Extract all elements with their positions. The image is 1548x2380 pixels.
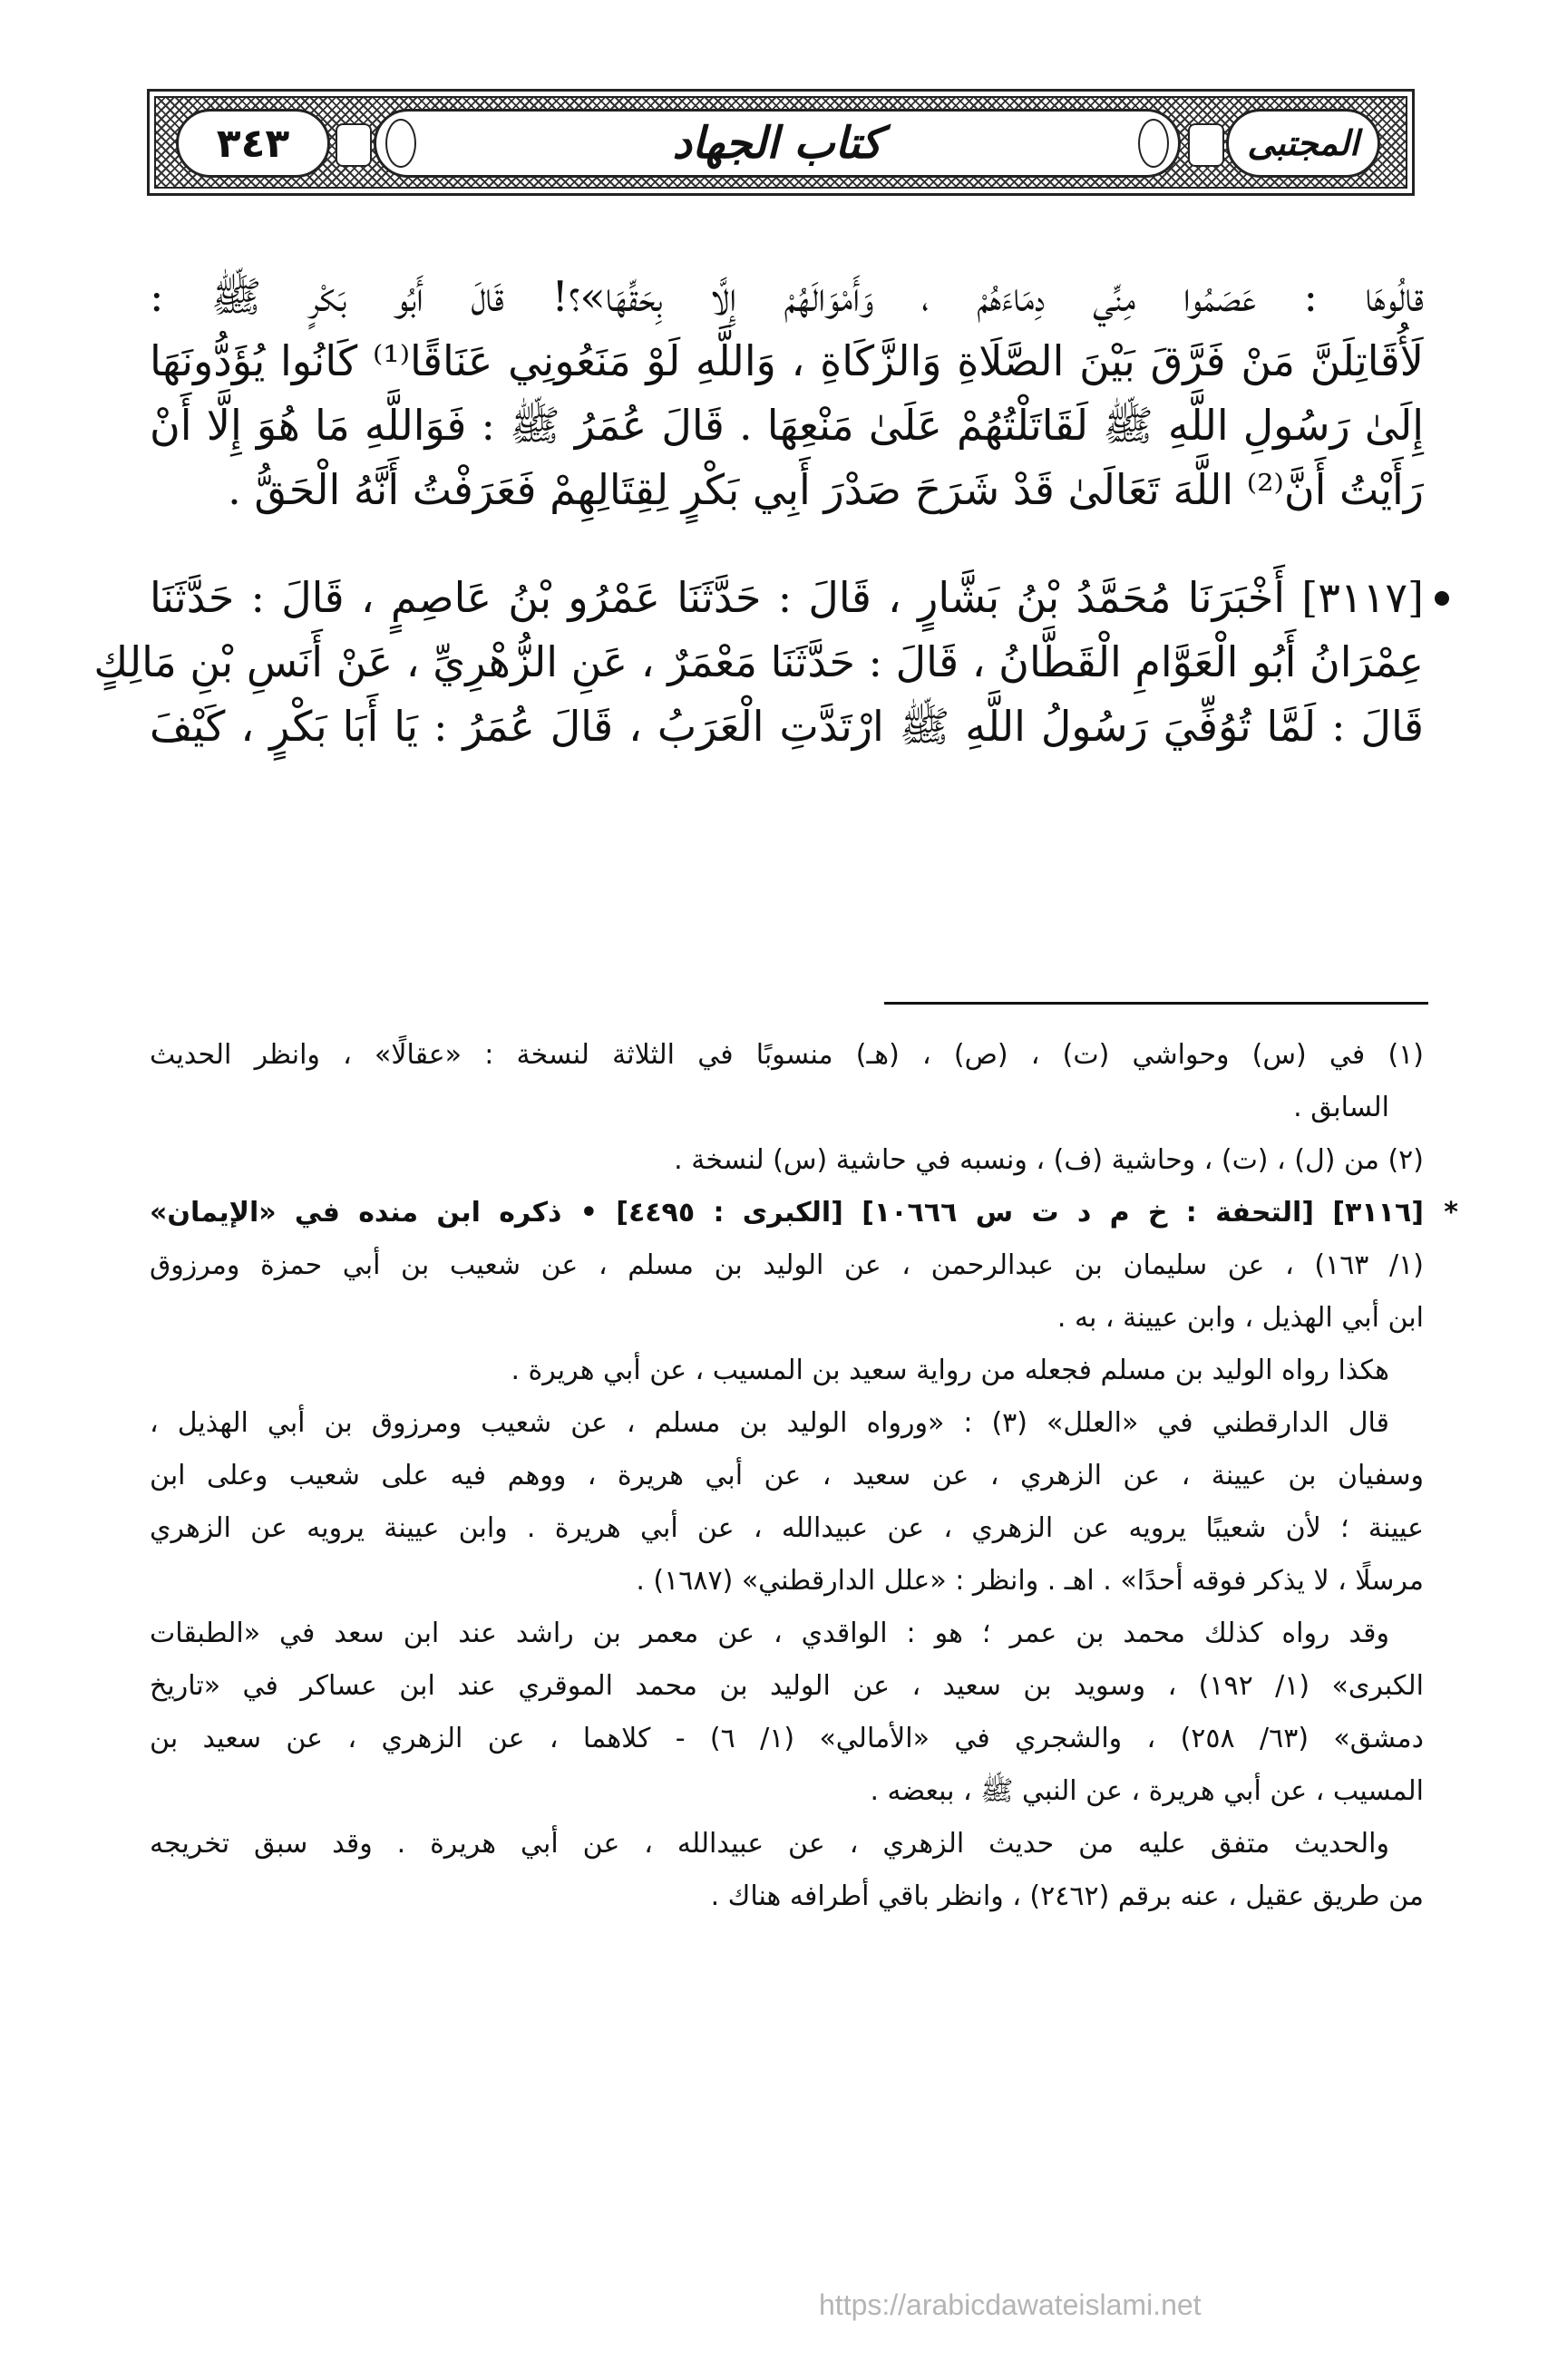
takhrij-3116 [150,1187,1458,1239]
ornament-knot-icon [336,123,372,167]
text-line: قَالَ : لَمَّا تُوُفِّيَ رَسُولُ اللَّهِ ﷺ ارْتَدَّتِ الْعَرَبُ ، قَالَ عُمَرُ : يَا أَبَا بَكْرٍ ، كَيْفَ [150,702,1424,751]
footnote-1-cont: السابق . [1293,1092,1389,1123]
text-line: رَأَيْتُ أَنَّ⁽²⁾ اللَّهَ تَعَالَىٰ قَدْ شَرَحَ صَدْرَ أَبِي بَكْرٍ لِقِتَالِهِمْ فَعَرَفْتُ أَنَّهُ الْحَقُّ . [228,465,1424,514]
page-number-cartouche [176,109,330,178]
main-text [93,265,1425,759]
page-number: ٣٤٣ [216,120,290,167]
text-line: عِمْرَانُ أَبُو الْعَوَّامِ الْقَطَّانُ ، قَالَ : حَدَّثَنَا مَعْمَرٌ ، عَنِ الزُّهْرِيِّ ، عَنْ أَنَسِ بْنِ مَالِكٍ [93,637,1424,686]
chapter-title-cartouche [374,109,1181,178]
bullet-icon [1435,591,1449,606]
note-paragraph: دمشق» (٦٣/ ٢٥٨) ، والشجري في «الأمالي» (١/ ٦) - كلاهما ، عن الزهري ، عن سعيد بن [150,1723,1424,1754]
star-marker-icon: * [1444,1197,1458,1229]
text-line: قالُوهَا : عَصَمُوا مِنِّي دِمَاءَهُمْ ، وَأَمْوَالَهُمْ إِلَّا بِحَقِّهَا»؟! قَالَ أَبُو بَكْرٍ ﷺ : [150,272,1424,321]
note-paragraph: عيينة ؛ لأن شعيبًا يرويه عن الزهري ، عن عبيدالله ، عن أبي هريرة . وابن عيينة يرويه عن الزهري [150,1512,1424,1544]
note-paragraph: هكذا رواه الوليد بن مسلم فجعله من رواية سعيد بن المسيب ، عن أبي هريرة . [511,1355,1389,1386]
note-paragraph: الكبرى» (١/ ١٩٢) ، وسويد بن سعيد ، عن الوليد بن محمد الموقري عند ابن عساكر في «تاريخ [150,1670,1424,1702]
text-line: إِلَىٰ رَسُولِ اللَّهِ ﷺ لَقَاتَلْتُهُمْ عَلَىٰ مَنْعِهَا . قَالَ عُمَرُ ﷺ : فَوَاللَّهِ مَا هُوَ إِلَّا أَنْ [150,401,1424,450]
note-paragraph: وسفيان بن عيينة ، عن الزهري ، عن سعيد ، عن أبي هريرة ، ووهم فيه على شعيب وعلى ابن [150,1460,1424,1491]
note-paragraph: مرسلًا ، لا يذكر فوقه أحدًا» . اهـ . وانظر : «علل الدارقطني» (١٦٨٧) . [636,1565,1424,1597]
footnote-2: (٢) من (ل) ، (ت) ، وحاشية (ف) ، ونسبه في حاشية (س) لنسخة . [674,1144,1424,1176]
note-paragraph: وقد رواه كذلك محمد بن عمر ؛ هو : الواقدي ، عن معمر بن راشد عند ابن سعد في «الطبقات [150,1617,1389,1649]
book-name-cartouche [1226,109,1380,178]
book-name: المجتبى [1247,123,1359,163]
watermark-url: https://arabicdawateislami.net [819,2288,1202,2321]
note-paragraph: والحديث متفق عليه من حديث الزهري ، عن عبيدالله ، عن أبي هريرة . وقد سبق تخريجه [150,1828,1389,1860]
note-paragraph: قال الدارقطني في «العلل» (٣) : «ورواه الوليد بن مسلم ، عن شعيب ومرزوق بن أبي الهذيل ، [150,1407,1389,1439]
hadith-3117-start [150,566,1424,630]
page-header [147,89,1415,196]
footnotes [150,1029,1458,1923]
ornament-knot-icon [1188,123,1224,167]
note-paragraph: من طريق عقيل ، عنه برقم (٢٤٦٢) ، وانظر باقي أطرافه هناك . [710,1880,1424,1912]
takhrij-line: ابن أبي الهذيل ، وابن عيينة ، به . [1056,1302,1424,1334]
takhrij-line: [٣١١٦] [التحفة : خ م د ت س ١٠٦٦٦] [الكبرى : ٤٤٩٥] • ذكره ابن منده في «الإيمان» [150,1197,1424,1229]
takhrij-line: (١/ ١٦٣) ، عن سليمان بن عبدالرحمن ، عن الوليد بن مسلم ، عن شعيب بن أبي حمزة ومرزوق [150,1249,1424,1281]
header-ornament [154,96,1407,189]
chapter-title: كتاب الجهاد [672,118,882,169]
text-line: لَأُقَاتِلَنَّ مَنْ فَرَّقَ بَيْنَ الصَّلَاةِ وَالزَّكَاةِ ، وَاللَّهِ لَوْ مَنَعُونِي عَنَاقًا⁽¹⁾ كَانُوا يُؤَدُّونَهَا [150,336,1425,385]
text-line: [٣١١٧] أَخْبَرَنَا مُحَمَّدُ بْنُ بَشَّارٍ ، قَالَ : حَدَّثَنَا عَمْرُو بْنُ عَاصِمٍ ، قَالَ : حَدَّثَنَا [150,573,1424,622]
footnote-1: (١) في (س) وحواشي (ت) ، (ص) ، (هـ) منسوبًا في الثلاثة لنسخة : «عقالًا» ، وانظر الحديث [150,1039,1424,1071]
note-paragraph: المسيب ، عن أبي هريرة ، عن النبي ﷺ ، ببعضه . [870,1775,1424,1807]
footnote-separator [884,1002,1428,1005]
